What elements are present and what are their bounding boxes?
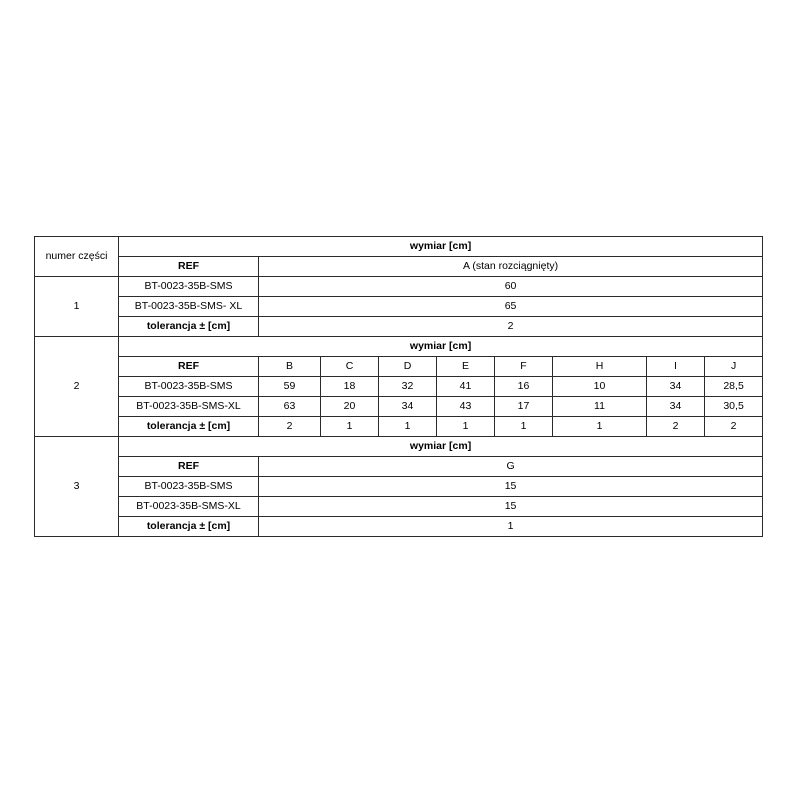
value-cell: 1 (495, 417, 553, 437)
value-cell: 34 (647, 377, 705, 397)
group-column-header-row (35, 357, 763, 377)
value-cell: 11 (553, 397, 647, 417)
column-header-h: H (553, 357, 647, 377)
value-cell: 41 (437, 377, 495, 397)
value-cell: 10 (553, 377, 647, 397)
value-cell: 1 (553, 417, 647, 437)
tolerance-label: tolerancja ± [cm] (119, 417, 259, 437)
ref-header: REF (119, 457, 259, 477)
column-header-f: F (495, 357, 553, 377)
table-row (35, 397, 763, 417)
value-cell: 2 (705, 417, 763, 437)
column-header-i: I (647, 357, 705, 377)
value-cell: 34 (647, 397, 705, 417)
header-cell-part-number: numer części (35, 237, 119, 277)
ref-cell: BT-0023-35B-SMS- XL (119, 297, 259, 317)
group-number-1: 1 (35, 277, 119, 337)
band-label-dimension: wymiar [cm] (119, 437, 763, 457)
ref-cell: BT-0023-35B-SMS (119, 277, 259, 297)
value-cell: 32 (379, 377, 437, 397)
dimension-table-container (34, 236, 762, 537)
table-row (35, 277, 763, 297)
group-number-2: 2 (35, 337, 119, 437)
column-header-b: B (259, 357, 321, 377)
column-header-g: G (259, 457, 763, 477)
group-number-3: 3 (35, 437, 119, 537)
column-header-d: D (379, 357, 437, 377)
value-cell: 15 (259, 477, 763, 497)
value-cell: 60 (259, 277, 763, 297)
value-cell: 34 (379, 397, 437, 417)
header-cell-ref: REF (119, 257, 259, 277)
tolerance-label: tolerancja ± [cm] (119, 317, 259, 337)
value-cell: 1 (379, 417, 437, 437)
value-cell: 16 (495, 377, 553, 397)
ref-cell: BT-0023-35B-SMS-XL (119, 497, 259, 517)
value-cell: 20 (321, 397, 379, 417)
group-band-row (35, 337, 763, 357)
value-cell: 1 (437, 417, 495, 437)
ref-cell: BT-0023-35B-SMS (119, 477, 259, 497)
table-row-tolerance (35, 317, 763, 337)
table-header-row-bottom (35, 257, 763, 277)
table-header-row-top (35, 237, 763, 257)
ref-cell: BT-0023-35B-SMS-XL (119, 397, 259, 417)
value-cell: 63 (259, 397, 321, 417)
value-cell: 1 (259, 517, 763, 537)
value-cell: 28,5 (705, 377, 763, 397)
value-cell: 15 (259, 497, 763, 517)
value-cell: 18 (321, 377, 379, 397)
group-column-header-row (35, 457, 763, 477)
ref-header: REF (119, 357, 259, 377)
value-cell: 43 (437, 397, 495, 417)
table-row (35, 497, 763, 517)
dimension-table (34, 236, 763, 537)
band-label-dimension: wymiar [cm] (119, 337, 763, 357)
header-cell-a: A (stan rozciągnięty) (259, 257, 763, 277)
column-header-e: E (437, 357, 495, 377)
column-header-j: J (705, 357, 763, 377)
value-cell: 2 (259, 417, 321, 437)
column-header-c: C (321, 357, 379, 377)
ref-cell: BT-0023-35B-SMS (119, 377, 259, 397)
group-band-row (35, 437, 763, 457)
value-cell: 2 (259, 317, 763, 337)
value-cell: 1 (321, 417, 379, 437)
table-row-tolerance (35, 517, 763, 537)
value-cell: 30,5 (705, 397, 763, 417)
value-cell: 59 (259, 377, 321, 397)
table-row (35, 377, 763, 397)
tolerance-label: tolerancja ± [cm] (119, 517, 259, 537)
value-cell: 2 (647, 417, 705, 437)
header-cell-dimension: wymiar [cm] (119, 237, 763, 257)
value-cell: 17 (495, 397, 553, 417)
table-row (35, 297, 763, 317)
value-cell: 65 (259, 297, 763, 317)
table-row-tolerance (35, 417, 763, 437)
table-row (35, 477, 763, 497)
